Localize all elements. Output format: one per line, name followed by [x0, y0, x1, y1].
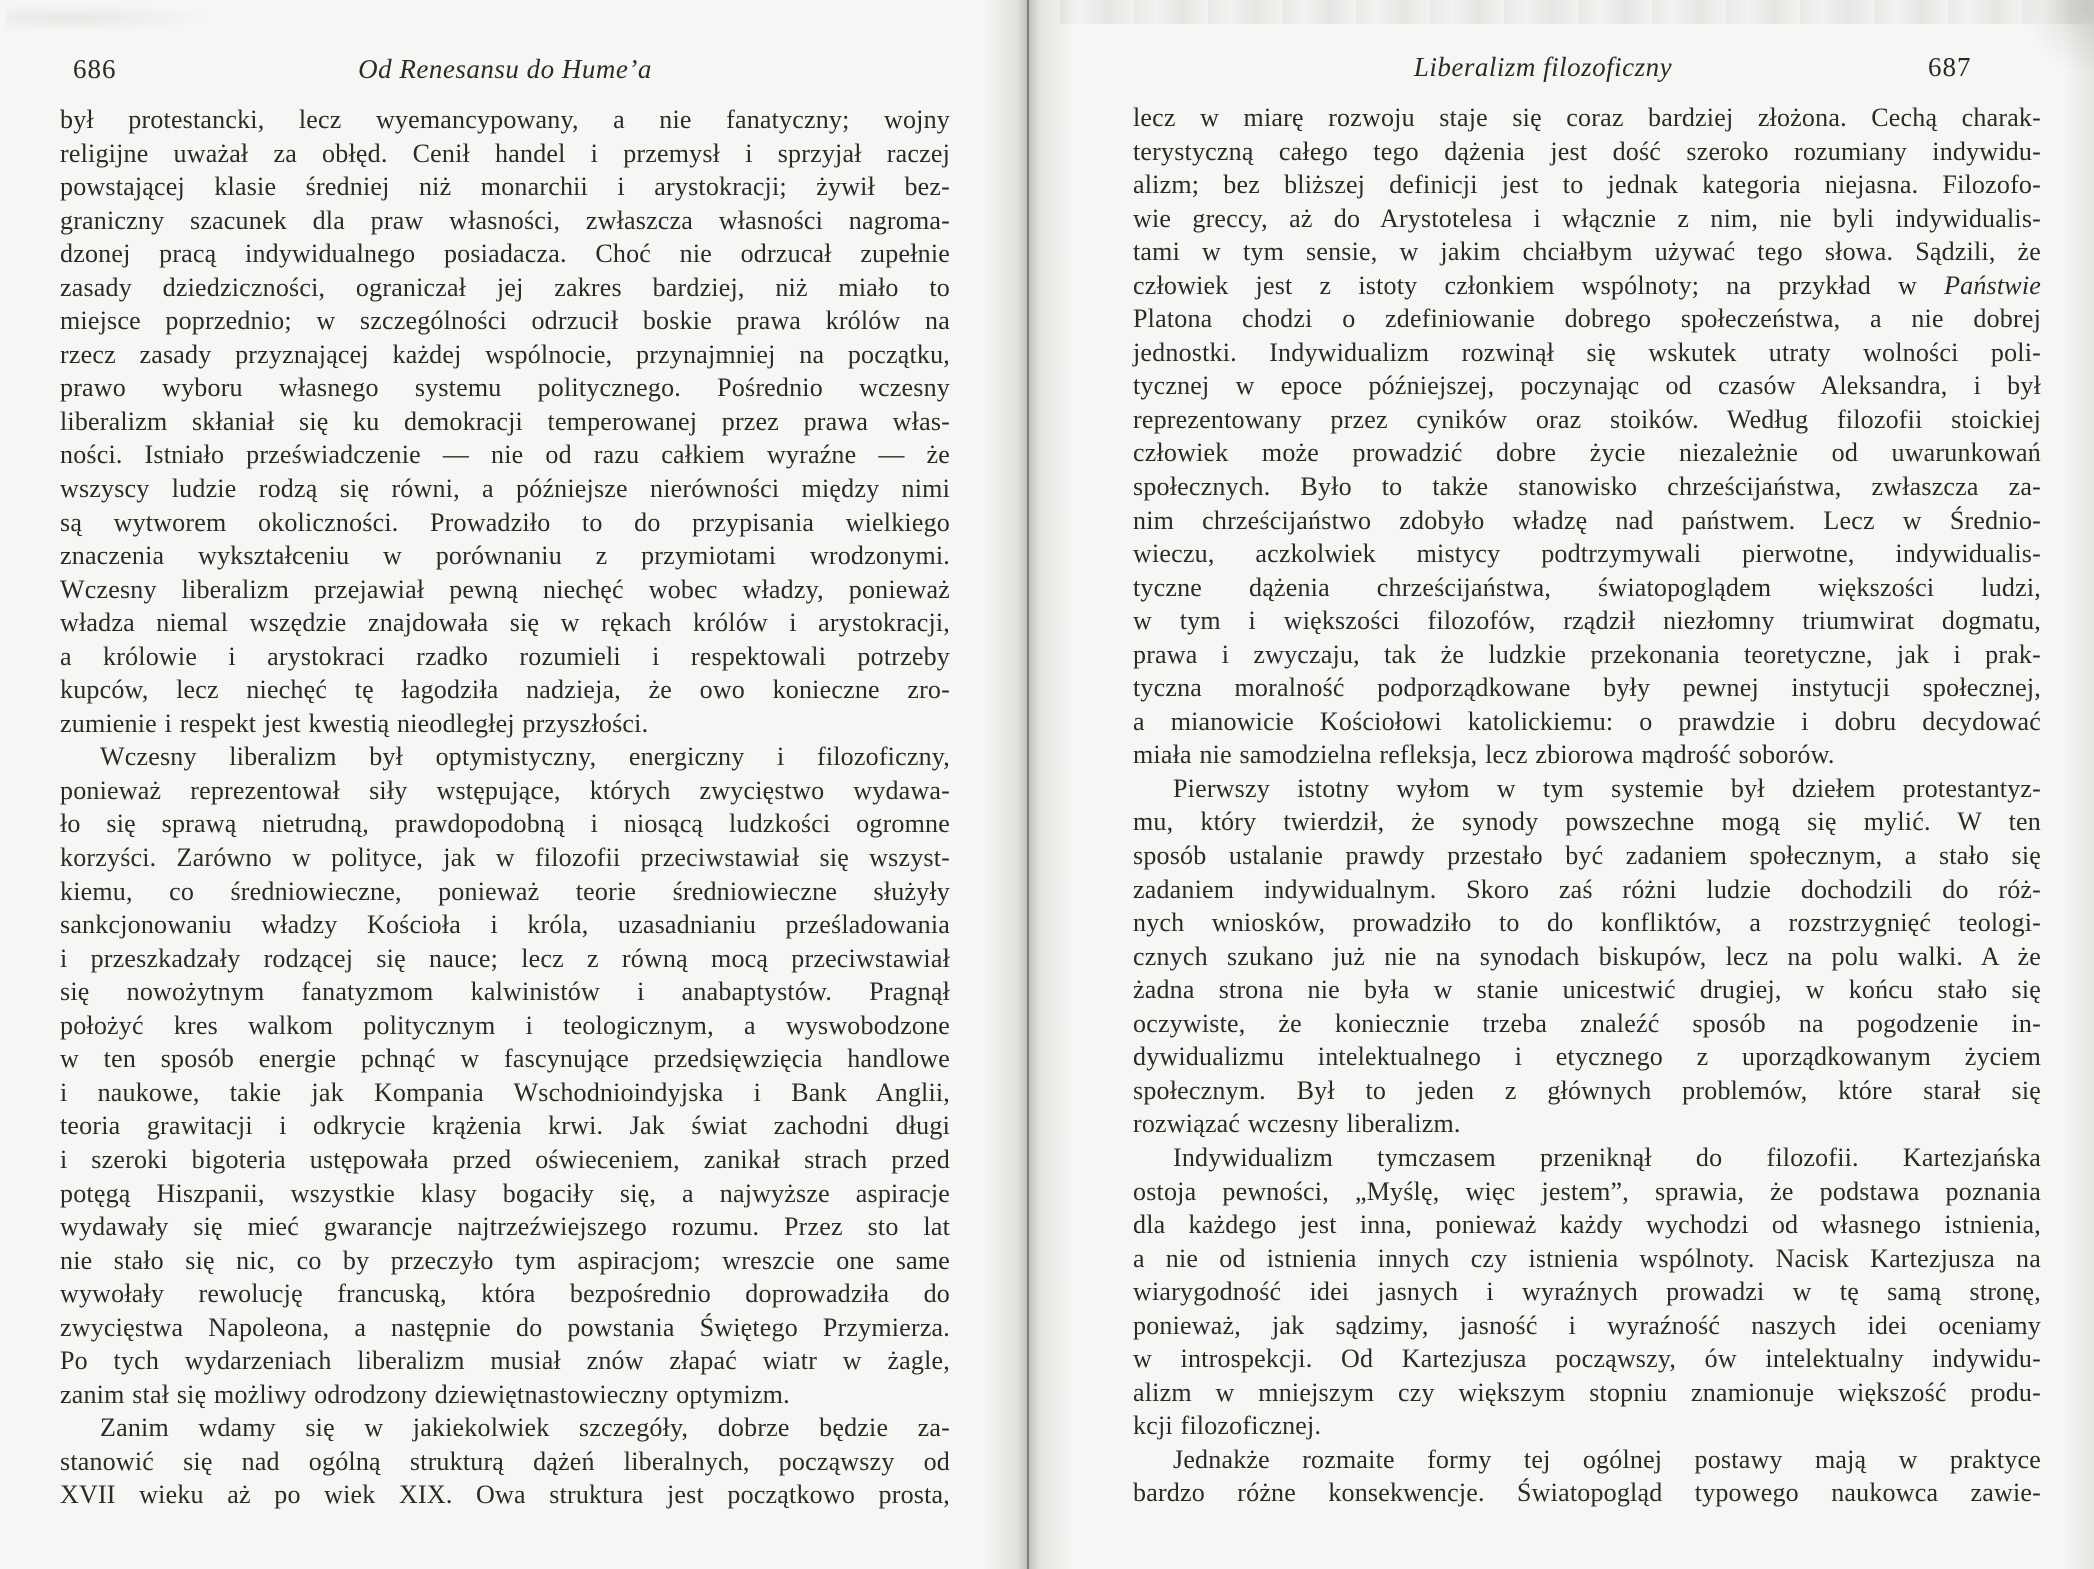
text-line: ostoja pewności, „Myślę, więc jestem”, sprawia, że podstawa poznania: [1133, 1176, 2041, 1206]
text-line: ności. Istniało przeświadczenie — nie od razu całkiem wyraźne — że: [60, 440, 950, 470]
text-line: Wczesny liberalizm był optymistyczny, energiczny i filozoficzny,: [100, 742, 950, 772]
text-line: a królowie i arystokraci rzadko rozumieli i respektowali potrzeby: [60, 641, 950, 671]
text-line: wieczu, aczkolwiek mistycy podtrzymywali pierwotne, indywidualis-: [1133, 539, 2041, 569]
text-line: alizm; bez bliższej definicji jest to jednak kategoria niejasna. Filozofo-: [1133, 170, 2041, 200]
text-line: nych wniosków, prowadziło to do konfliktów, a rozstrzygnięć teologi-: [1133, 908, 2041, 938]
text-line: reprezentowany przez cyników oraz stoików. Według filozofii stoickiej: [1133, 404, 2041, 434]
text-line: bardzo różne konsekwencje. Światopogląd typowego naukowca zawie-: [1133, 1478, 2041, 1508]
text-line: zwycięstwa Napoleona, a następnie do powstania Świętego Przymierza.: [60, 1312, 950, 1342]
text-line: miejsce poprzednio; w szczególności odrzucił boskie prawa królów na: [60, 306, 950, 336]
text-line: kiemu, co średniowieczne, ponieważ teorie średniowieczne służyły: [60, 876, 950, 906]
text-line: jednostki. Indywidualizm rozwinął się wskutek utraty wolności poli-: [1133, 337, 2041, 367]
text-line: tycznej w epoce późniejszej, poczynając od czasów Aleksandra, i był: [1133, 371, 2041, 401]
scan-artifact-right-edge: [2064, 0, 2094, 1569]
left-page-text: [60, 103, 950, 1512]
text-line: terystyczną całego tego dążenia jest dość szeroko rozumiany indywidu-: [1133, 136, 2041, 166]
right-page-text: [1133, 101, 2041, 1510]
text-line: Po tych wydarzeniach liberalizm musiał znów złapać wiatr w żagle,: [60, 1346, 950, 1376]
text-line: cznych szukano już nie na synodach biskupów, lecz na polu walki. A że: [1133, 941, 2041, 971]
text-line: władza niemal wszędzie znajdowała się w rękach królów i arystokracji,: [60, 608, 950, 638]
spine-crease-line: [1027, 0, 1029, 1569]
text-line: kupców, lecz niechęć tę łagodziła nadzieja, że owo konieczne zro-: [60, 675, 950, 705]
text-line: i naukowe, takie jak Kompania Wschodnioindyjska i Bank Anglii,: [60, 1077, 950, 1107]
text-line: teoria grawitacji i odkrycie krążenia krwi. Jak świat zachodni długi: [60, 1111, 950, 1141]
text-line: rozwiązać wczesny liberalizm.: [1133, 1109, 1461, 1139]
text-line: w ten sposób energie pchnąć w fascynujące przedsięwzięcia handlowe: [60, 1044, 950, 1074]
text-line: powstającej klasie średniej niż monarchii i arystokracji; żywił bez-: [60, 172, 950, 202]
left-page-number: 686: [73, 54, 117, 84]
text-line: dzonej pracą indywidualnego posiadacza. Choć nie odrzucał zupełnie: [60, 239, 950, 269]
text-line: wydawały się mieć gwarancje najtrzeźwiejszego rozumu. Przez sto lat: [60, 1212, 950, 1242]
text-line: sposób ustalanie prawdy przestało być zadaniem społecznym, a stało się: [1133, 841, 2041, 871]
text-line: tyczne dążenia chrześcijaństwa, światopoglądem większości ludzi,: [1133, 572, 2041, 602]
text-line: wie greccy, aż do Arystotelesa i włącznie z nim, nie byli indywidualis-: [1133, 203, 2041, 233]
text-line: w tym i większości filozofów, rządził niezłomny triumwirat dogmatu,: [1133, 606, 2041, 636]
left-running-title: Od Renesansu do Hume’a: [358, 54, 652, 84]
scan-artifact-top-edge: [1060, 0, 2094, 24]
text-line: się nowożytnym fanatyzmom kalwinistów i anabaptystów. Pragnął: [60, 977, 950, 1007]
text-line: zumienie i respekt jest kwestią nieodległej przyszłości.: [60, 708, 649, 738]
text-line: i przeszkadzały rodzącej się nauce; lecz z równą mocą przeciwstawiał: [60, 943, 950, 973]
text-line: znaczenia wykształceniu w porównaniu z przymiotami wrodzonymi.: [60, 541, 950, 571]
text-line: Pierwszy istotny wyłom w tym systemie był dziełem protestantyz-: [1173, 773, 2041, 803]
text-line: Wczesny liberalizm przejawiał pewną niechęć wobec władzy, ponieważ: [60, 574, 950, 604]
text-line: zasady dziedziczności, ograniczał jej zakres bardziej, niż miało to: [60, 272, 950, 302]
text-line: tyczna moralność podporządkowane były pewnej instytucji społecznej,: [1133, 673, 2041, 703]
text-line: sankcjonowaniu władzy Kościoła i króla, uzasadnianiu prześladowania: [60, 910, 950, 940]
text-line: człowiek jest z istoty członkiem wspólnoty; na przykład w Państwie: [1133, 270, 2041, 300]
text-line: mu, który twierdził, że synody powszechne mogą się mylić. W ten: [1133, 807, 2041, 837]
text-line: Platona chodzi o zdefiniowanie dobrego społeczeństwa, a nie dobrej: [1133, 304, 2041, 334]
text-line: i szeroki bigoteria ustępowała przed oświeceniem, zanikał strach przed: [60, 1144, 950, 1174]
text-line: zanim stał się możliwy odrodzony dziewiętnastowieczny optymizm.: [60, 1379, 790, 1409]
text-line: zadaniem indywidualnym. Skoro zaś różni ludzie dochodzili do róż-: [1133, 874, 2041, 904]
text-line: korzyści. Zarówno w polityce, jak w filozofii przeciwstawiał się wszyst-: [60, 843, 950, 873]
text-line: wywołały rewolucję francuską, która bezpośrednio doprowadziła do: [60, 1279, 950, 1309]
text-line: miała nie samodzielna refleksja, lecz zbiorowa mądrość soborów.: [1133, 740, 1835, 770]
text-line: żadna strona nie była w stanie unicestwić drugiej, w końcu stało się: [1133, 975, 2041, 1005]
text-line: Zanim wdamy się w jakiekolwiek szczegóły, dobrze będzie za-: [100, 1413, 950, 1443]
text-line: liberalizm skłaniał się ku demokracji temperowanej przez prawa włas-: [60, 406, 950, 436]
scan-artifact-top-left: [6, 4, 216, 32]
text-line: lecz w miarę rozwoju staje się coraz bardziej złożona. Cechą charak-: [1133, 103, 2041, 132]
text-line: religijne uważał za obłęd. Cenił handel i przemysł i sprzyjał raczej: [60, 138, 950, 168]
text-line: tami w tym sensie, w jakim chciałbym używać tego słowa. Sądzili, że: [1133, 237, 2041, 267]
text-line: są wytworem okoliczności. Prowadziło to do przypisania wielkiego: [60, 507, 950, 537]
text-line: XVII wieku aż po wiek XIX. Owa struktura jest początkowo prosta,: [60, 1480, 950, 1510]
right-running-title: Liberalizm filozoficzny: [1413, 52, 1673, 82]
text-line: człowiek może prowadzić dobre życie niezależnie od uwarunkowań: [1133, 438, 2041, 468]
text-line: Jednakże rozmaite formy tej ogólnej postawy mają w praktyce: [1173, 1444, 2041, 1474]
book-spine-shadow: [983, 0, 1073, 1569]
text-line: stanowić się nad ogólną strukturą dążeń liberalnych, począwszy od: [60, 1446, 950, 1476]
text-line: alizm w mniejszym czy większym stopniu znamionuje większość produ-: [1133, 1377, 2041, 1407]
text-line: graniczny szacunek dla praw własności, zwłaszcza własności nagroma-: [60, 205, 950, 235]
text-line: a mianowicie Kościołowi katolickiemu: o prawdzie i dobru decydować: [1133, 706, 2041, 736]
text-line: społecznych. Było to także stanowisko chrześcijaństwa, zwłaszcza za-: [1133, 472, 2041, 502]
text-line: prawa i zwyczaju, tak że ludzkie przekonania teoretyczne, jak i prak-: [1133, 639, 2041, 669]
text-line: potęgą Hiszpanii, wszystkie klasy bogaciły się, a najwyższe aspiracje: [60, 1178, 950, 1208]
text-line: ponieważ, jak sądzimy, jasność i wyraźność naszych idei oceniamy: [1133, 1310, 2041, 1340]
text-line: a nie od istnienia innych czy istnienia wspólnoty. Nacisk Kartezjusza na: [1133, 1243, 2041, 1273]
text-line: oczywiste, że koniecznie trzeba znaleźć sposób na pogodzenie in-: [1133, 1008, 2041, 1038]
text-line: w introspekcji. Od Kartezjusza począwszy, ów intelektualny indywidu-: [1133, 1344, 2041, 1374]
text-line: kcji filozoficznej.: [1133, 1411, 1322, 1441]
text-line: był protestancki, lecz wyemancypowany, a nie fanatyczny; wojny: [60, 105, 950, 134]
text-line: wiarygodność idei jasnych i wyraźnych prowadzi w tę samą stronę,: [1133, 1277, 2041, 1307]
text-line: dla każdego jest inna, ponieważ każdy wychodzi od własnego istnienia,: [1133, 1210, 2041, 1240]
text-line: ło się sprawą nietrudną, prawdopodobną i niosącą ludzkości ogromne: [60, 809, 950, 839]
text-line: społecznym. Był to jeden z głównych problemów, które starał się: [1133, 1075, 2041, 1105]
text-line: dywidualizmu intelektualnego i etycznego z uporządkowanym życiem: [1133, 1042, 2041, 1072]
text-line: ponieważ reprezentował siły wstępujące, których zwycięstwo wydawa-: [60, 775, 950, 805]
text-line: rzecz zasady przyznającej każdej wspólnocie, przynajmniej na początku,: [60, 339, 950, 369]
text-line: wszyscy ludzie rodzą się równi, a późniejsze nierówności między nimi: [60, 474, 950, 504]
right-page-number: 687: [1928, 52, 1972, 82]
text-line: prawo wyboru własnego systemu politycznego. Pośrednio wczesny: [60, 373, 950, 403]
text-line: położyć kres walkom politycznym i teologicznym, a wyswobodzone: [60, 1010, 950, 1040]
text-line: nim chrześcijaństwo zdobyło władzę nad państwem. Lecz w Średnio-: [1133, 505, 2041, 535]
text-line: nie stało się nic, co by przeczyło tym aspiracjom; wreszcie one same: [60, 1245, 950, 1275]
text-line: Indywidualizm tymczasem przeniknął do filozofii. Kartezjańska: [1173, 1142, 2041, 1172]
